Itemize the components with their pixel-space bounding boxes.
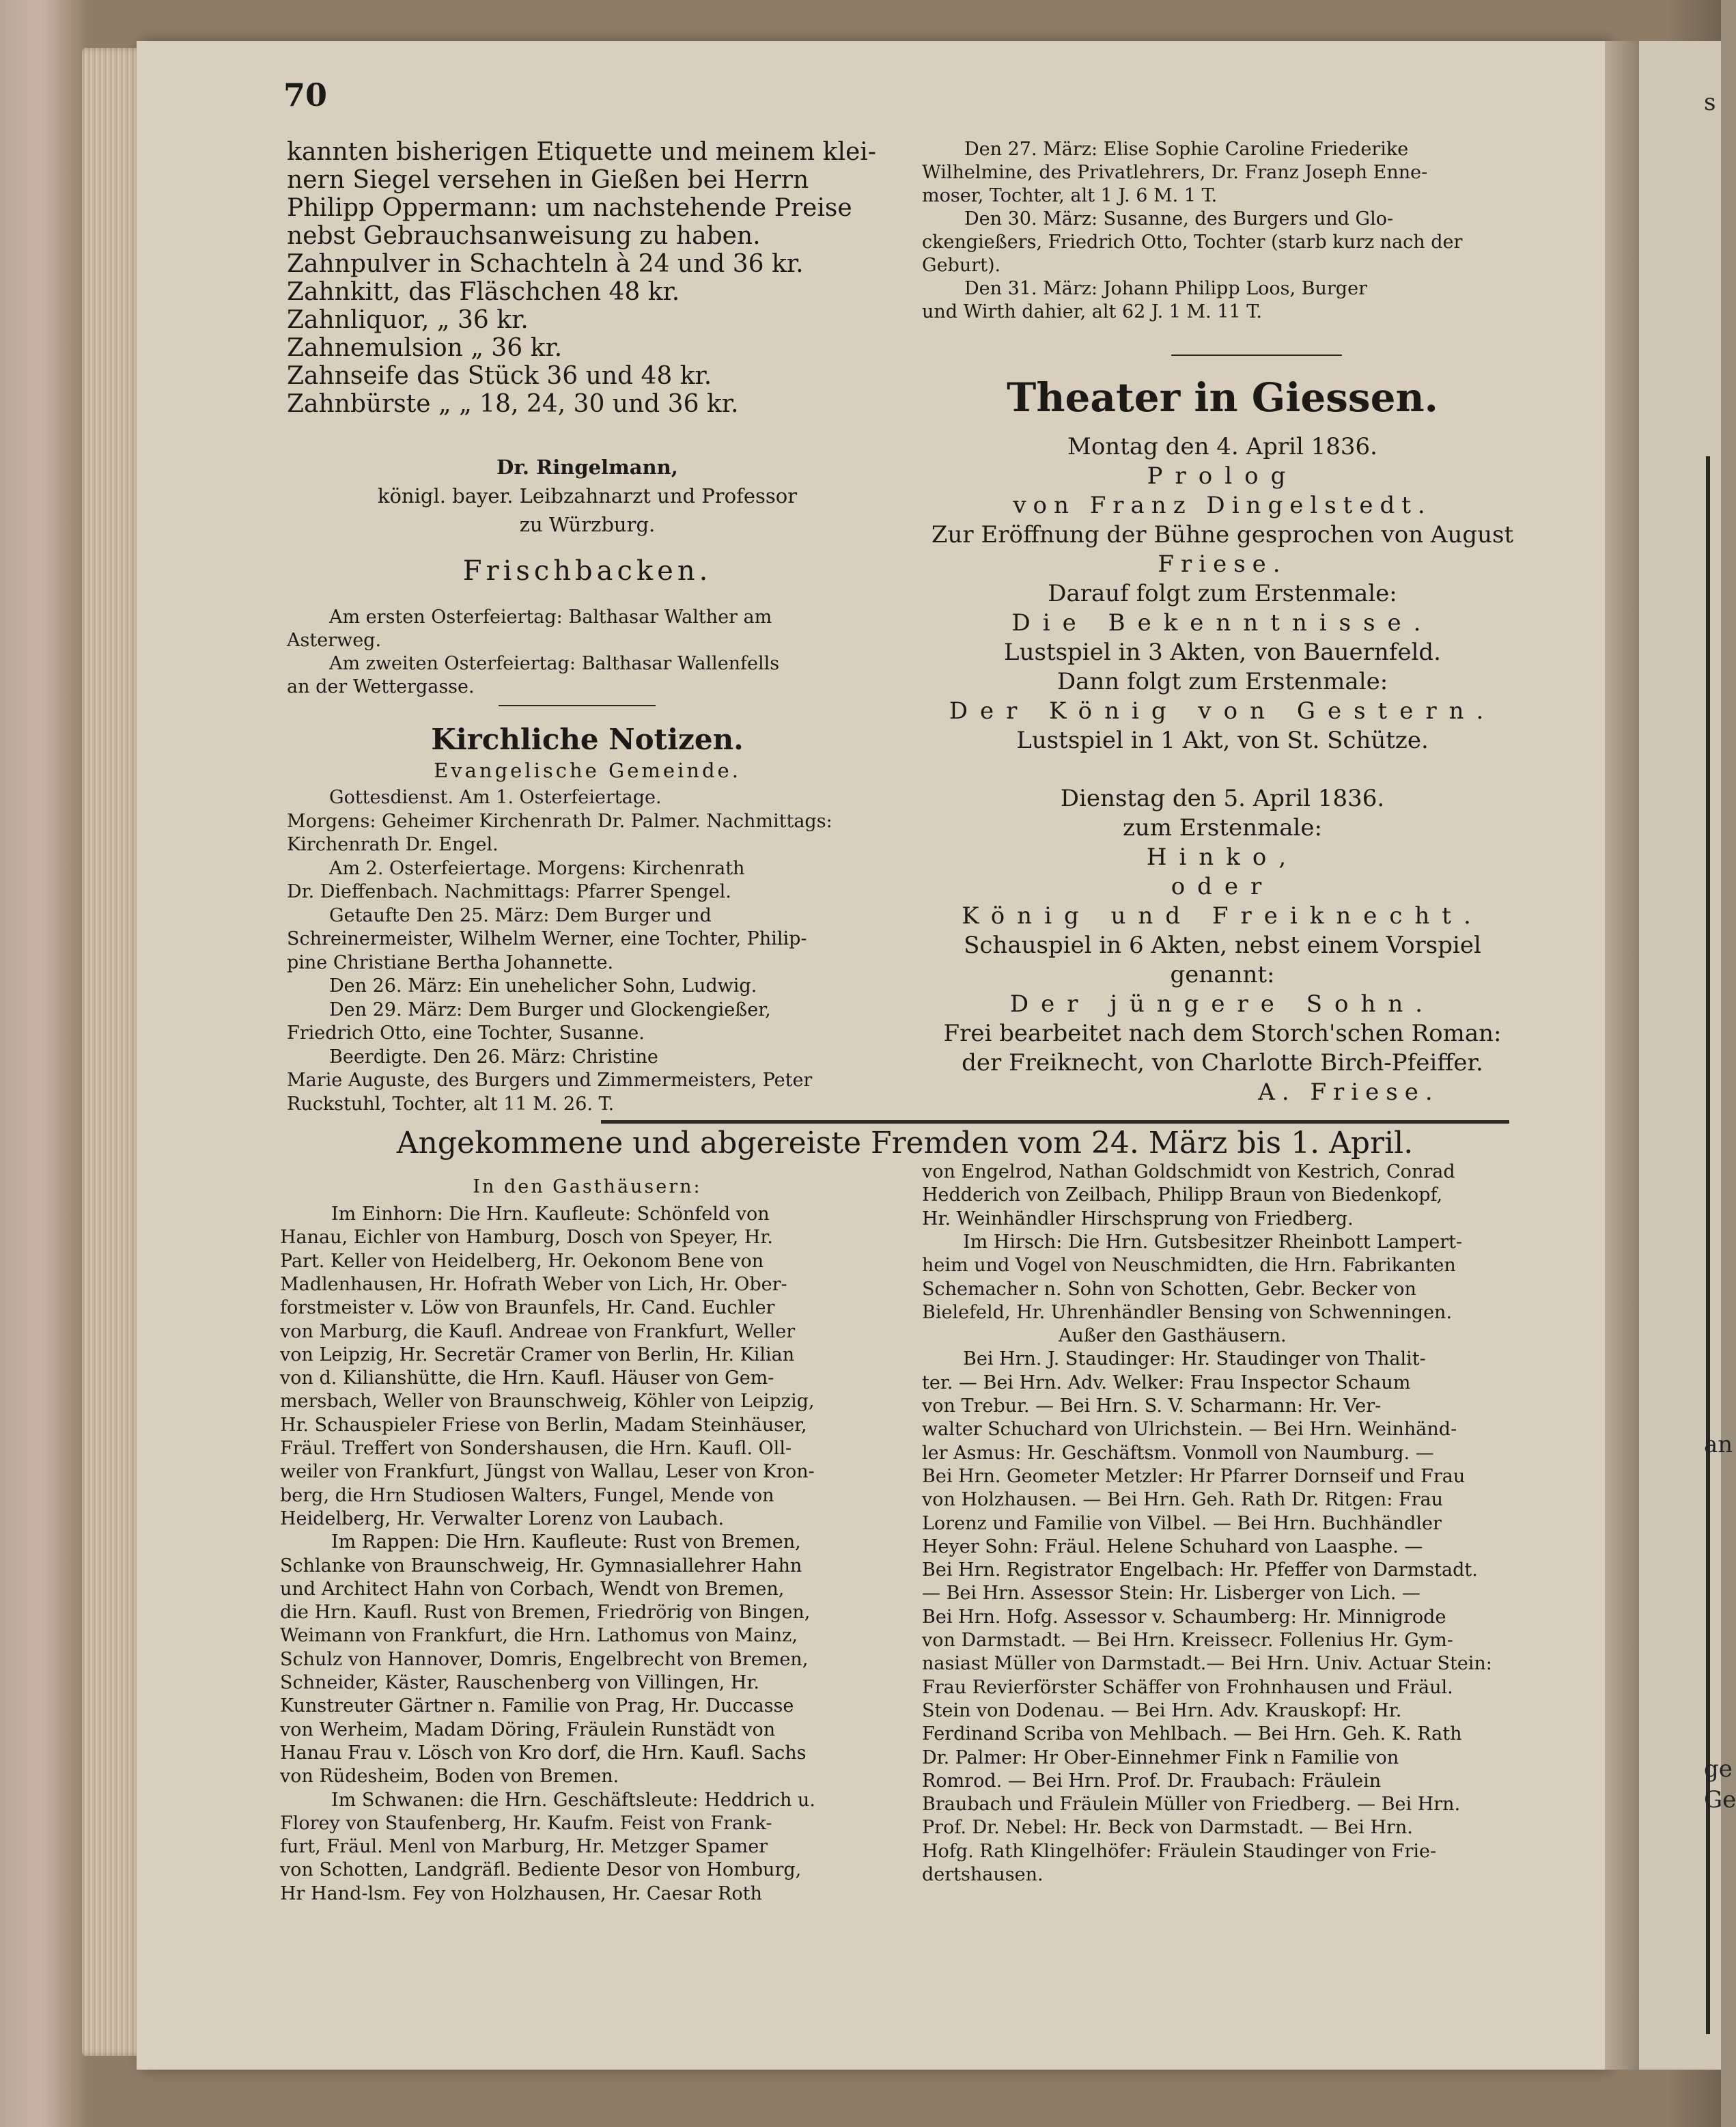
theater-line: Die Bekenntnisse. [1011,609,1433,637]
fremden-entry: Kunstreuter Gärtner n. Familie von Prag, Hr. Duccasse [280,1695,794,1717]
fremden-entry: forstmeister v. Löw von Braunfels, Hr. Cand. Euchler [280,1297,775,1319]
advert-line: nebst Gebrauchsanweisung zu haben. [287,222,761,250]
advert-line: Zahnbürste „ „ 18, 24, 30 und 36 kr. [287,390,739,418]
theater-line: Prolog [1147,462,1298,490]
fremden-entry: nasiast Müller von Darmstadt.— Bei Hrn. Univ. Actuar Stein: [922,1653,1492,1675]
fremden-entry: Lorenz und Familie von Vilbel. — Bei Hrn. Buchhändler [922,1512,1442,1534]
fremden-entry: von Schotten, Landgräfl. Bediente Desor von Homburg, [280,1859,802,1881]
theater-line: Zur Eröffnung der Bühne gesprochen von August [931,521,1514,548]
theater-line: Dienstag den 5. April 1836. [1060,785,1385,812]
fremden-entry: Schlanke von Braunschweig, Hr. Gymnasiallehrer Hahn [280,1555,802,1576]
kirche-entry: Den 29. März: Dem Burger und Glockengießer, [329,999,771,1020]
burial-entry: ckengießers, Friedrich Otto, Tochter (starb kurz nach der [922,232,1463,253]
fremden-entry: von d. Kilianshütte, die Hrn. Kaufl. Häuser von Gem- [280,1367,774,1389]
fremden-entry: walter Schuchard von Ulrichstein. — Bei Hrn. Weinhänd- [922,1419,1457,1441]
fremden-entry: Bei Hrn. Registrator Engelbach: Hr. Pfeffer von Darmstadt. [922,1559,1478,1581]
kirche-entry: Dr. Dieffenbach. Nachmittags: Pfarrer Spengel. [287,881,731,902]
kirche-entry: Den 26. März: Ein unehelicher Sohn, Ludwig. [329,975,757,997]
theater-line: Darauf folgt zum Erstenmale: [1048,580,1397,607]
fremden-entry: Frau Revierförster Schäffer von Frohnhausen und Fräul. [922,1676,1453,1698]
advert-signature-title: königl. bayer. Leibzahnarzt und Professor [377,484,798,508]
theater-line: A. Friese. [1258,1079,1440,1106]
fremden-entry: Außer den Gasthäusern. [1059,1325,1287,1347]
theater-line: Der König von Gestern. [949,697,1496,725]
fremden-entry: von Rüdesheim, Boden von Bremen. [280,1766,619,1788]
frischbacken-entry: Asterweg. [287,630,382,651]
section-subtitle-kirche: Evangelische Gemeinde. [434,759,741,782]
fremden-entry: Im Rappen: Die Hrn. Kaufleute: Rust von Bremen, [331,1531,801,1553]
section-title-kirche: Kirchliche Notizen. [431,723,744,756]
kirche-entry: Marie Auguste, des Burgers und Zimmermeisters, Peter [287,1070,813,1091]
fremden-entry: Heyer Sohn: Fräul. Helene Schuhard von Laasphe. — [922,1535,1423,1557]
fremden-entry: Part. Keller von Heidelberg, Hr. Oekonom Bene von [280,1250,764,1272]
fremden-entry: die Hrn. Kaufl. Rust von Bremen, Friedrörig von Bingen, [280,1602,811,1624]
fremden-entry: Bielefeld, Hr. Uhrenhändler Bensing von Schwenningen. [922,1301,1453,1323]
fremden-entry: Im Hirsch: Die Hrn. Gutsbesitzer Rheinbott Lampert- [963,1231,1463,1253]
advert-line: Zahnliquor, „ 36 kr. [287,306,529,334]
burial-entry: Den 30. März: Susanne, des Burgers und Glo- [964,208,1394,230]
fremden-entry: von Trebur. — Bei Hrn. S. V. Scharmann: Hr. Ver- [922,1395,1382,1417]
burial-entry: und Wirth dahier, alt 62 J. 1 M. 11 T. [922,301,1262,322]
theater-line: Lustspiel in 3 Akten, von Bauernfeld. [1004,639,1441,666]
theater-line: Schauspiel in 6 Akten, nebst einem Vorspiel [964,932,1481,959]
advert-line: Zahnemulsion „ 36 kr. [287,334,563,362]
theater-line: Hinko, [1146,844,1299,871]
next-page-fragment: s [1704,89,1716,116]
burial-entry: Wilhelmine, des Privatlehrers, Dr. Franz Joseph Enne- [922,162,1428,183]
fremden-entry: Hedderich von Zeilbach, Philipp Braun von Biedenkopf, [922,1184,1443,1206]
theater-line: von Franz Dingelstedt. [1013,492,1432,519]
advert-line: Zahnkitt, das Fläschchen 48 kr. [287,278,680,306]
fremden-entry: Stein von Dodenau. — Bei Hrn. Adv. Krauskopf: Hr. [922,1699,1402,1721]
theater-line: König und Freiknecht. [962,902,1483,930]
kirche-entry: Getaufte Den 25. März: Dem Burger und [329,904,712,926]
theater-line: zum Erstenmale: [1122,814,1323,842]
fremden-entry: von Darmstadt. — Bei Hrn. Kreissecr. Follenius Hr. Gym- [922,1630,1453,1651]
fremden-entry: Schneider, Käster, Rauschenberg von Villingen, Hr. [280,1672,759,1693]
section-divider [601,1120,1509,1124]
fremden-entry: von Marburg, die Kaufl. Andreae von Frankfurt, Weller [280,1320,796,1342]
theater-line: der Freiknecht, von Charlotte Birch-Pfeiffer. [962,1049,1483,1076]
fremden-entry: Ferdinand Scriba von Mehlbach. — Bei Hrn. Geh. K. Rath [922,1723,1462,1745]
fremden-entry: Im Schwanen: die Hrn. Geschäftsleute: Heddrich u. [331,1789,815,1811]
fremden-entry: Schulz von Hannover, Domris, Engelbrecht von Bremen, [280,1648,809,1670]
divider [1171,354,1342,356]
kirche-entry: Friedrich Otto, eine Tochter, Susanne. [287,1023,645,1044]
book-gutter [1605,41,1639,2070]
fremden-entry: Im Einhorn: Die Hrn. Kaufleute: Schönfeld von [331,1204,770,1225]
advert-signature-name: Dr. Ringelmann, [496,456,678,479]
theater-line: Frei bearbeitet nach dem Storch'schen Roman: [943,1020,1502,1047]
fremden-entry: Fräul. Treffert von Sondershausen, die Hrn. Kaufl. Oll- [280,1438,792,1459]
fremden-entry: Hanau Frau v. Lösch von Kro dorf, die Hrn. Kaufl. Sachs [280,1742,807,1764]
fremden-entry: Hr. Schauspieler Friese von Berlin, Madam Steinhäuser, [280,1414,807,1436]
fremden-entry: Braubach und Fräulein Müller von Friedberg. — Bei Hrn. [922,1794,1461,1816]
next-page-fragment: ge [1704,1755,1733,1783]
theater-title: Theater in Giessen. [1007,374,1438,421]
fremden-entry: — Bei Hrn. Assessor Stein: Hr. Lisberger von Lich. — [922,1583,1421,1604]
fremden-entry: Prof. Dr. Nebel: Hr. Beck von Darmstadt. — Bei Hrn. [922,1817,1413,1839]
frischbacken-entry: an der Wettergasse. [287,676,475,697]
fremden-entry: Madlenhausen, Hr. Hofrath Weber von Lich, Hr. Ober- [280,1273,787,1295]
fremden-entry: von Werheim, Madam Döring, Fräulein Runstädt von [280,1719,776,1740]
advert-line: kannten bisherigen Etiquette und meinem klei- [287,138,876,166]
advert-signature-place: zu Würzburg. [519,513,656,536]
page-number: 70 [283,77,328,113]
kirche-entry: Kirchenrath Dr. Engel. [287,834,499,855]
fremden-entry: Bei Hrn. J. Staudinger: Hr. Staudinger von Thalit- [963,1348,1426,1370]
fremden-entry: Dr. Palmer: Hr Ober-Einnehmer Fink n Familie von [922,1747,1399,1768]
fremden-entry: Romrod. — Bei Hrn. Prof. Dr. Fraubach: Fräulein [922,1770,1382,1792]
fremden-entry: Heidelberg, Hr. Verwalter Lorenz von Laubach. [280,1507,725,1529]
kirche-entry: Schreinermeister, Wilhelm Werner, eine Tochter, Philip- [287,928,807,949]
section-title-frischbacken: Frischbacken. [462,555,712,587]
fremden-entry: Bei Hrn. Hofg. Assessor v. Schaumberg: Hr. Minnigrode [922,1606,1446,1628]
fremden-entry: weiler von Frankfurt, Jüngst von Wallau, Leser von Kron- [280,1461,815,1483]
advert-line: Zahnseife das Stück 36 und 48 kr. [287,362,712,390]
fremden-entry: und Architect Hahn von Corbach, Wendt von Bremen, [280,1578,785,1600]
fremden-entry: mersbach, Weller von Braunschweig, Köhler von Leipzig, [280,1391,815,1413]
fremden-entry: Bei Hrn. Geometer Metzler: Hr Pfarrer Dornseif und Frau [922,1465,1466,1487]
theater-line: genannt: [1170,961,1275,988]
fremden-entry: Hr. Weinhändler Hirschsprung von Friedberg. [922,1208,1354,1229]
frischbacken-entry: Am zweiten Osterfeiertag: Balthasar Wallenfells [329,653,780,674]
fremden-entry: von Holzhausen. — Bei Hrn. Geh. Rath Dr. Ritgen: Frau [922,1489,1444,1511]
fremden-entry: Weimann von Frankfurt, die Hrn. Lathomus von Mainz, [280,1625,798,1647]
kirche-entry: Ruckstuhl, Tochter, alt 11 M. 26. T. [287,1093,615,1115]
theater-line: Lustspiel in 1 Akt, von St. Schütze. [1016,727,1429,754]
next-page-fragment: an [1704,1431,1733,1458]
fremden-entry: ter. — Bei Hrn. Adv. Welker: Frau Inspector Schaum [922,1372,1411,1393]
theater-line: Friese. [1158,551,1287,578]
next-page-fragment: Ge [1704,1786,1736,1813]
fremden-entry: Hanau, Eichler von Hamburg, Dosch von Speyer, Hr. [280,1227,773,1249]
theater-line: Montag den 4. April 1836. [1067,433,1377,460]
burial-entry: Den 27. März: Elise Sophie Caroline Friederike [964,139,1409,160]
theater-line: oder [1171,873,1274,900]
fremden-entry: Hr Hand-lsm. Fey von Holzhausen, Hr. Caesar Roth [280,1882,762,1904]
theater-line: Dann folgt zum Erstenmale: [1056,668,1388,695]
fremden-subtitle: In den Gasthäusern: [473,1176,702,1197]
fremden-entry: Florey von Staufenberg, Hr. Kaufm. Feist von Frank- [280,1812,772,1834]
fremden-entry: ler Asmus: Hr. Geschäftsm. Vonmoll von Naumburg. — [922,1442,1434,1464]
kirche-entry: Beerdigte. Den 26. März: Christine [329,1046,658,1068]
advert-line: Zahnpulver in Schachteln à 24 und 36 kr. [287,250,804,278]
burial-entry: Geburt). [922,255,1001,276]
fremden-entry: heim und Vogel von Neuschmidten, die Hrn. Fabrikanten [922,1255,1456,1277]
fremden-entry: von Leipzig, Hr. Secretär Cramer von Berlin, Hr. Kilian [280,1344,795,1365]
fremden-title: Angekommene und abgereiste Fremden vom 24. März bis 1. April. [396,1126,1414,1160]
divider [499,705,656,706]
frischbacken-entry: Am ersten Osterfeiertag: Balthasar Walther am [329,607,772,628]
kirche-entry: Am 2. Osterfeiertage. Morgens: Kirchenrath [329,857,745,879]
fremden-entry: berg, die Hrn Studiosen Walters, Fungel, Mende von [280,1484,774,1506]
advert-line: nern Siegel versehen in Gießen bei Herrn [287,166,809,194]
burial-entry: Den 31. März: Johann Philipp Loos, Burger [964,278,1367,299]
theater-line: Der jüngere Sohn. [1009,990,1436,1018]
burial-entry: moser, Tochter, alt 1 J. 6 M. 1 T. [922,185,1218,206]
kirche-entry: Morgens: Geheimer Kirchenrath Dr. Palmer. Nachmittags: [287,810,832,832]
fremden-entry: Schemacher n. Sohn von Schotten, Gebr. Becker von [922,1278,1416,1300]
kirche-entry: Gottesdienst. Am 1. Osterfeiertage. [329,787,662,808]
fremden-entry: Hofg. Rath Klingelhöfer: Fräulein Staudinger von Frie- [922,1840,1437,1862]
fremden-entry: dertshausen. [922,1864,1044,1885]
fremden-entry: von Engelrod, Nathan Goldschmidt von Kestrich, Conrad [922,1161,1455,1182]
advert-line: Philipp Oppermann: um nachstehende Preise [287,194,852,222]
kirche-entry: pine Christiane Bertha Johannette. [287,951,614,973]
fremden-entry: furt, Fräul. Menl von Marburg, Hr. Metzger Spamer [280,1836,768,1858]
